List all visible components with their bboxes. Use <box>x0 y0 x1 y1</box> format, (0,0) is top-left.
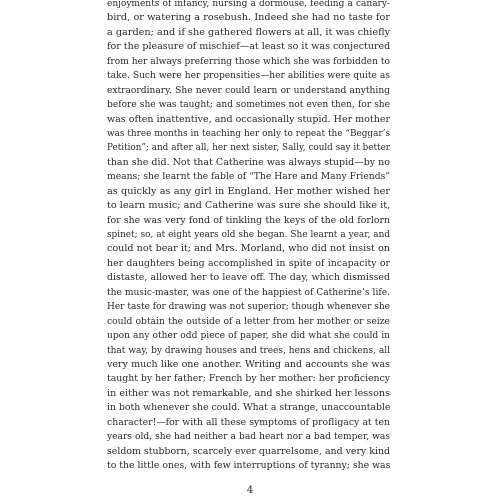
text-line: bird, or watering a rosebush. Indeed she had no taste for <box>107 12 390 24</box>
text-line: in either was not remarkable, and she shirked her lessons <box>107 387 390 399</box>
text-line: her daughters being accomplished in spite of incapacity or <box>107 257 390 269</box>
text-line: that way, by drawing houses and trees, hens and chickens, all <box>107 345 390 356</box>
text-line: take. Such were her propensities—her abilities were quite as <box>107 71 390 82</box>
text-line: character!—for with all these symptoms of profligacy at ten <box>107 416 390 428</box>
text-line: was three months in teaching her only to repeat the “Beggar’s <box>107 128 390 139</box>
text-line: to learn music; and Catherine was sure she should like it, <box>107 200 390 212</box>
text-line: a garden; and if she gathered flowers at all, it was chiefly <box>107 26 390 38</box>
text-line: could not bear it; and Mrs. Morland, who did not insist on <box>107 243 390 255</box>
text-line: as quickly as any girl in England. Her mother wished her <box>107 185 390 197</box>
text-line: upon any other odd piece of paper, she did what she could in <box>107 331 390 342</box>
text-line: could obtain the outside of a letter from her mother or seize <box>107 315 390 327</box>
text-line: means; she learnt the fable of “The Hare and Many Friends” <box>107 171 390 183</box>
text-line: before she was taught; and sometimes not even then, for she <box>107 100 390 111</box>
text-line: to the little ones, with few interruptions of tyranny; she was <box>107 460 390 471</box>
text-line: the music-master, was one of the happiest of Catherine’s life. <box>107 287 390 298</box>
text-line: distaste, allowed her to leave off. The day, which dismissed <box>107 272 390 284</box>
text-line: taught by her father; French by her mother: her proficiency <box>107 373 390 385</box>
text-line: Petition”; and after all, her next sister, Sally, could say it better <box>107 143 390 154</box>
text-line: very much like one another. Writing and accounts she was <box>107 358 390 370</box>
page-number: 4 <box>246 485 254 496</box>
text-line: enjoyments of infancy, nursing a dormouse, feeding a canary- <box>107 0 390 9</box>
body-text <box>107 0 390 473</box>
text-line: Her taste for drawing was not superior; though whenever she <box>107 302 390 313</box>
text-line: was often inattentive, and occasionally stupid. Her mother <box>107 113 390 125</box>
text-line: for the pleasure of mischief—at least so it was conjectured <box>107 41 390 53</box>
text-line: for she was very fond of tinkling the keys of the old forlorn <box>107 214 390 226</box>
text-line: extraordinary. She never could learn or understand anything <box>107 85 390 96</box>
text-line: from her always preferring those which she was forbidden to <box>107 56 390 67</box>
text-line: in both whenever she could. What a strange, unaccountable <box>107 402 390 414</box>
text-line: years old, she had neither a bad heart nor a bad temper, was <box>107 432 390 443</box>
text-line: than she did. Not that Catherine was always stupid—by no <box>107 156 390 168</box>
text-line: seldom stubborn, scarcely ever quarrelsome, and very kind <box>107 445 390 457</box>
text-line: spinet; so, at eight years old she began. She learnt a year, and <box>107 230 390 240</box>
